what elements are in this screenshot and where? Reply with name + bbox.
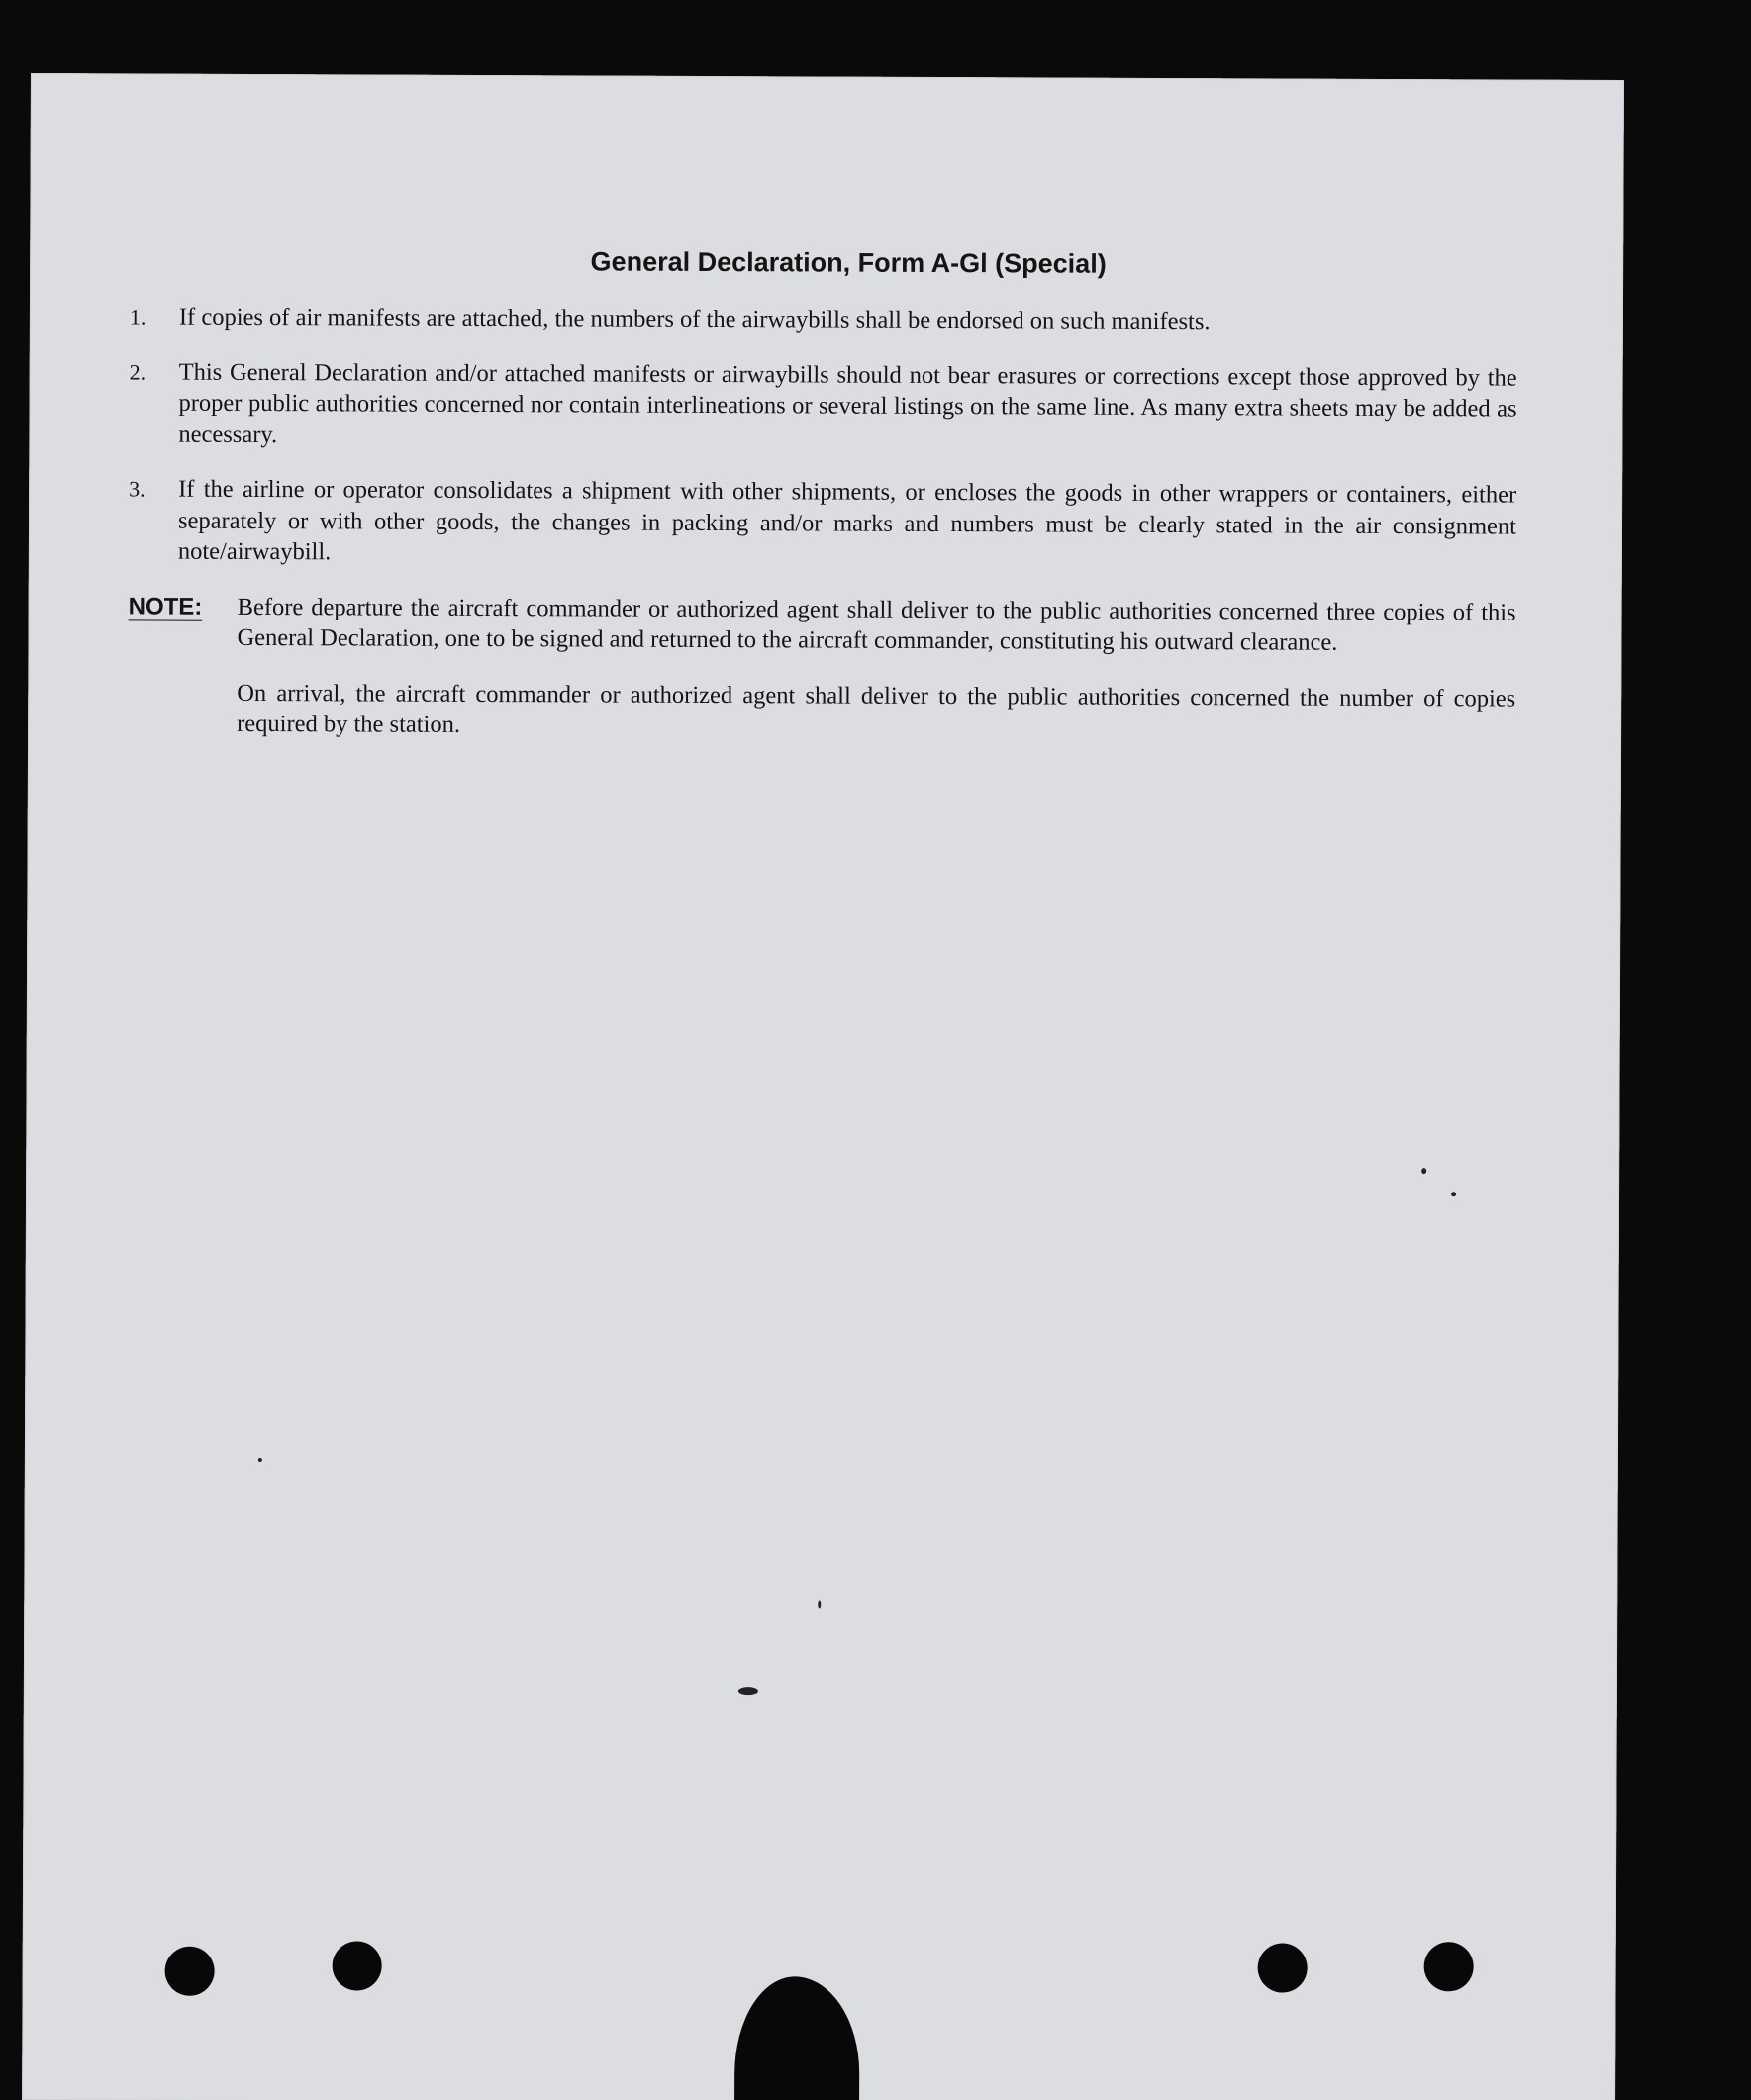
note-block — [128, 591, 1515, 659]
torn-notch-icon — [734, 1976, 860, 2100]
speck-icon — [258, 1458, 262, 1462]
speck-icon — [738, 1687, 758, 1695]
paper-sheet — [22, 73, 1624, 2100]
speck-icon — [1421, 1168, 1426, 1174]
instruction-item — [129, 473, 1516, 573]
item-number: 3. — [129, 476, 146, 502]
item-number: 1. — [129, 304, 146, 330]
document-title: General Declaration, Form A-Gl (Special) — [590, 246, 1107, 279]
speck-icon — [1451, 1192, 1456, 1196]
note-label: NOTE: — [128, 592, 203, 620]
speck-icon — [818, 1600, 821, 1608]
item-text: If the airline or operator consolidates a shipment with other shipments, or encloses the goods in other wrappers or containers, either separately or with other goods, the changes in packing and/or marks and numbers must be clearly stated in the air consignment note/airwaybill. — [177, 475, 1517, 566]
punch-hole-icon — [165, 1947, 215, 1996]
punch-hole-icon — [1258, 1943, 1308, 1992]
note-second-paragraph: On arrival, the aircraft commander or authorized agent shall deliver to the public authorities concerned the number of copies required by the station. — [237, 679, 1516, 738]
document-body — [128, 241, 1517, 745]
instruction-item — [129, 356, 1516, 456]
item-text: If copies of air manifests are attached, the numbers of the airwaybills shall be endorsed on such manifests. — [178, 303, 1211, 335]
item-text: This General Declaration and/or attached manifests or airwaybills should not bear erasures or corrections except those approved by the proper public authorities concerned nor contain interlineations or several listings on the same line. As many extra sheets may be added as necessary. — [178, 358, 1517, 448]
note-text: Before departure the aircraft commander or authorized agent shall deliver to the public authorities concerned three copies of this General Declaration, one to be signed and returned to the aircraft commander, constituting his outward clearance. — [237, 593, 1516, 656]
punch-hole-icon — [1424, 1942, 1474, 1991]
instruction-item — [130, 301, 1517, 338]
punch-hole-icon — [333, 1941, 382, 1990]
item-number: 2. — [129, 358, 146, 385]
